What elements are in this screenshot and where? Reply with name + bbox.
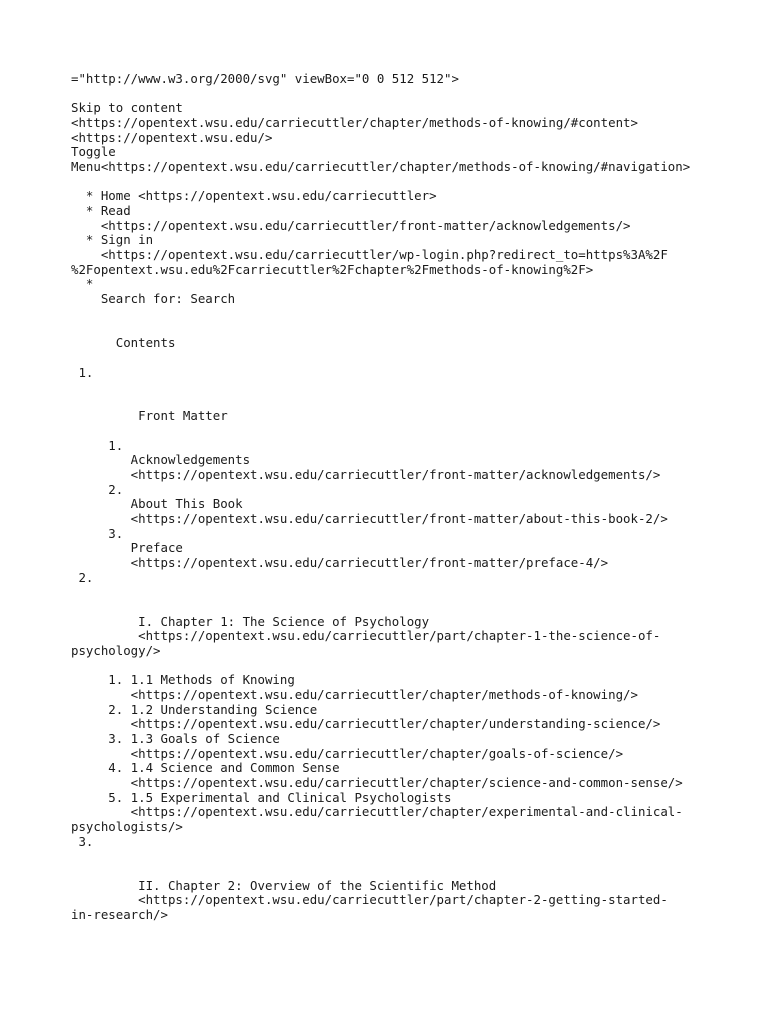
toc-url-1-4[interactable]: <https://opentext.wsu.edu/carriecuttler/chapter/science-and-common-sense/> — [71, 775, 683, 790]
home-site-url[interactable]: <https://opentext.wsu.edu/> — [71, 130, 273, 145]
nav-item-sign-in-url[interactable]: <https://opentext.wsu.edu/carriecuttler/wp-login.php?redirect_to=https%3A%2F — [71, 247, 668, 262]
toc-link-1-4[interactable]: 4. 1.4 Science and Common Sense — [71, 760, 340, 775]
toc-section-chapter-2[interactable]: II. Chapter 2: Overview of the Scientific Method — [71, 878, 497, 893]
toc-number-3: 3. — [71, 834, 94, 849]
toc-url-preface[interactable]: <https://opentext.wsu.edu/carriecuttler/front-matter/preface-4/> — [71, 555, 609, 570]
toc-url-about-this-book[interactable]: <https://opentext.wsu.edu/carriecuttler/front-matter/about-this-book-2/> — [71, 511, 668, 526]
skip-to-content-url[interactable]: <https://opentext.wsu.edu/carriecuttler/chapter/methods-of-knowing/#content> — [71, 115, 638, 130]
toc-section-front-matter: Front Matter — [71, 408, 228, 423]
toc-url-acknowledgements[interactable]: <https://opentext.wsu.edu/carriecuttler/front-matter/acknowledgements/> — [71, 467, 661, 482]
toc-url-chapter-2[interactable]: <https://opentext.wsu.edu/carriecuttler/part/chapter-2-getting-started- — [71, 892, 668, 907]
nav-item-home[interactable]: * Home <https://opentext.wsu.edu/carriecuttler> — [71, 188, 437, 203]
toc-section-chapter-1[interactable]: I. Chapter 1: The Science of Psychology — [71, 614, 430, 629]
toc-url-chapter-1[interactable]: <https://opentext.wsu.edu/carriecuttler/part/chapter-1-the-science-of- — [71, 628, 661, 643]
toc-link-1-2[interactable]: 2. 1.2 Understanding Science — [71, 702, 318, 717]
toc-link-1-5[interactable]: 5. 1.5 Experimental and Clinical Psychologists — [71, 790, 452, 805]
nav-item-sign-in[interactable]: * Sign in — [71, 232, 154, 247]
toc-url-1-3[interactable]: <https://opentext.wsu.edu/carriecuttler/chapter/goals-of-science/> — [71, 746, 624, 761]
toc-url-1-1[interactable]: <https://opentext.wsu.edu/carriecuttler/chapter/methods-of-knowing/> — [71, 687, 638, 702]
toc-number-2: 2. — [71, 570, 94, 585]
skip-to-content-link[interactable]: Skip to content — [71, 100, 183, 115]
toc-url-1-2[interactable]: <https://opentext.wsu.edu/carriecuttler/chapter/understanding-science/> — [71, 716, 661, 731]
svg-fragment-line: ="http://www.w3.org/2000/svg" viewBox="0 0 512 512"> — [71, 71, 459, 86]
toc-subnumber-1: 1. — [71, 438, 124, 453]
toc-link-acknowledgements[interactable]: Acknowledgements — [71, 452, 251, 467]
toc-link-preface[interactable]: Preface — [71, 540, 183, 555]
toc-url-1-5[interactable]: <https://opentext.wsu.edu/carriecuttler/chapter/experimental-and-clinical- — [71, 804, 683, 819]
toc-url-chapter-1-cont[interactable]: psychology/> — [71, 643, 161, 658]
toc-link-about-this-book[interactable]: About This Book — [71, 496, 243, 511]
nav-item-sign-in-url-cont[interactable]: %2Fopentext.wsu.edu%2Fcarriecuttler%2Fchapter%2Fmethods-of-knowing%2F> — [71, 262, 594, 277]
nav-item-read[interactable]: * Read — [71, 203, 131, 218]
toc-url-1-5-cont[interactable]: psychologists/> — [71, 819, 183, 834]
toc-link-1-1[interactable]: 1. 1.1 Methods of Knowing — [71, 672, 295, 687]
toc-subnumber-2: 2. — [71, 482, 124, 497]
toc-subnumber-3: 3. — [71, 526, 124, 541]
nav-item-read-url[interactable]: <https://opentext.wsu.edu/carriecuttler/front-matter/acknowledgements/> — [71, 218, 631, 233]
search-field[interactable]: Search for: Search — [71, 291, 236, 306]
toc-url-chapter-2-cont[interactable]: in-research/> — [71, 907, 168, 922]
toggle-menu-url[interactable]: Menu<https://opentext.wsu.edu/carriecuttler/chapter/methods-of-knowing/#navigation> — [71, 159, 691, 174]
nav-item-search-bullet: * — [71, 276, 94, 291]
toc-link-1-3[interactable]: 3. 1.3 Goals of Science — [71, 731, 280, 746]
contents-heading: Contents — [71, 335, 176, 350]
toggle-menu-link[interactable]: Toggle — [71, 144, 116, 159]
toc-number-1: 1. — [71, 365, 94, 380]
